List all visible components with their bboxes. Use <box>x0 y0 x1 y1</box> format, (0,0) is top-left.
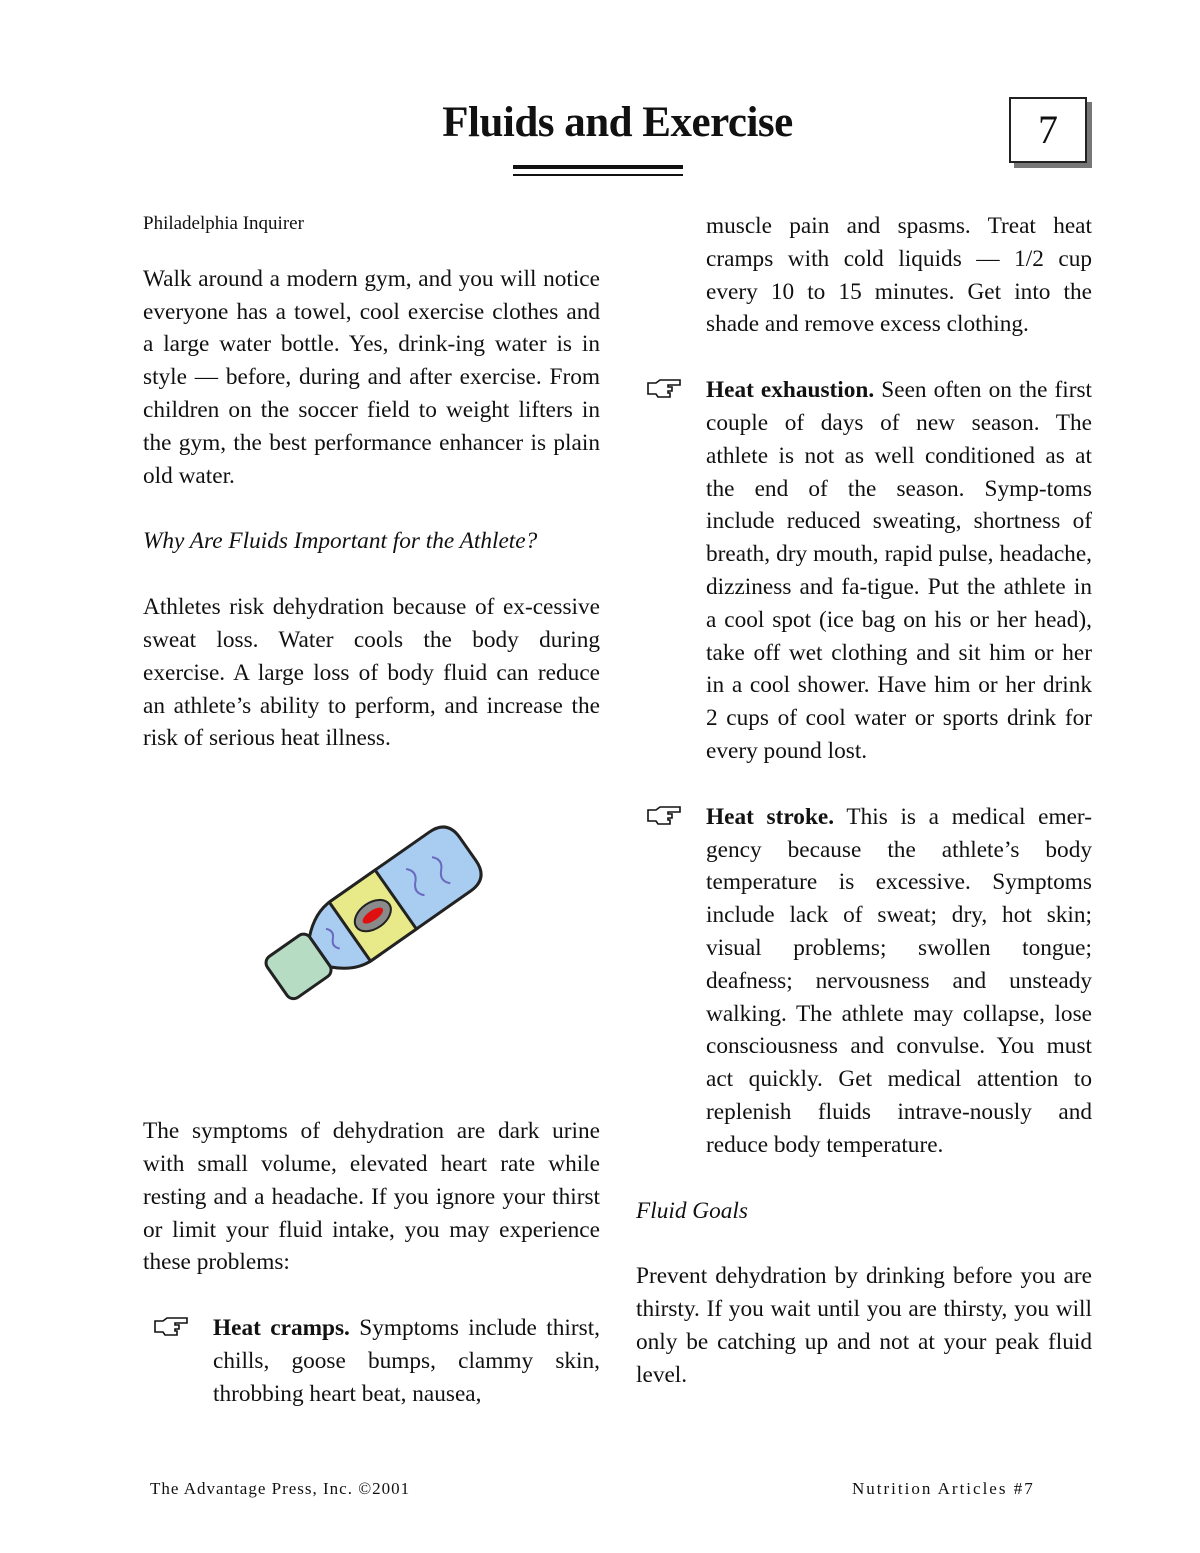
bullet-title: Heat exhaustion. <box>706 377 875 404</box>
intro-paragraph: Walk around a modern gym, and you will notice everyone has a towel, cool exercise clothes and a large water bottle. Yes, drink-ing water is in style — before, during and after exercise. From children on the soccer field to weight lifters in the gym, the best performance enhancer is plain old water. <box>143 265 600 489</box>
page-title: Fluids and Exercise <box>442 99 793 146</box>
bullet-title: Heat stroke. <box>706 803 835 830</box>
bullet-title: Heat cramps. <box>213 1315 350 1342</box>
fluid-goals-paragraph: Prevent dehydration by drinking before you are thirsty. If you wait until you are thirsty, you will only be catching up and not at your peak fluid level. <box>636 1263 1092 1388</box>
bullet-heat-stroke <box>636 801 1092 1162</box>
pointing-hand-icon <box>646 377 684 399</box>
water-bottle-icon <box>238 805 508 1065</box>
bullet-heat-cramps <box>143 1312 600 1410</box>
bullet-text: This is a medical emer-gency because the athlete’s body temperature is excessive. Symptoms include lack of sweat; dry, hot skin; visual problems; swollen tongue; deafness; nervousness and unsteady walking. The athlete may collapse, lose consciousness and convulse. You must act quickly. Get medical attention to replenish fluids intrave-nously and reduce body temperature. <box>706 803 1092 1158</box>
footer-publisher: The Advantage Press, Inc. ©2001 <box>150 1479 411 1498</box>
dehydration-risk-paragraph: Athletes risk dehydration because of ex-cessive sweat loss. Water cools the body during exercise. A large loss of body fluid can reduce an athlete’s ability to perform, and increase the risk of serious heat illness. <box>143 594 600 752</box>
bullet-text: Seen often on the first couple of days of new season. The athlete is not as well conditioned as at the end of the season. Symp-toms include reduced sweating, shortness of breath, dry mouth, rapid pulse, headache, dizziness and fa-tigue. Put the athlete in a cool spot (ice bag on his or her head), take off wet clothing and sit him or her in a cool shower. Have him or her drink 2 cups of cool water or sports drink for every pound lost. <box>706 377 1093 764</box>
bullet-heat-cramps-continued: muscle pain and spasms. Treat heat cramps with cold liquids — 1/2 cup every 10 to 15 minutes. Get into the shade and remove excess clothing. <box>706 213 1092 338</box>
footer-series: Nutrition Articles #7 <box>852 1479 1035 1498</box>
pointing-hand-icon <box>646 804 684 826</box>
section-heading-fluid-goals: Fluid Goals <box>636 1197 748 1224</box>
right-column <box>636 210 1092 1392</box>
pointing-hand-icon <box>153 1315 191 1337</box>
article-number-badge: 7 <box>1009 97 1087 163</box>
left-column <box>143 208 600 1411</box>
title-rule-thick <box>513 165 683 169</box>
bullet-heat-exhaustion <box>636 374 1092 768</box>
section-heading-why-fluids: Why Are Fluids Important for the Athlete? <box>143 528 538 555</box>
symptoms-paragraph: The symptoms of dehydration are dark urine with small volume, elevated heart rate while resting and a headache. If you ignore your thirst or limit your fluid intake, you may experience these problems: <box>143 1118 600 1276</box>
title-rule-thin <box>513 174 683 176</box>
bullet-text: Symptoms include thirst, chills, goose bumps, clammy skin, throbbing heart beat, nausea, <box>213 1315 600 1407</box>
source-line: Philadelphia Inquirer <box>143 213 304 234</box>
